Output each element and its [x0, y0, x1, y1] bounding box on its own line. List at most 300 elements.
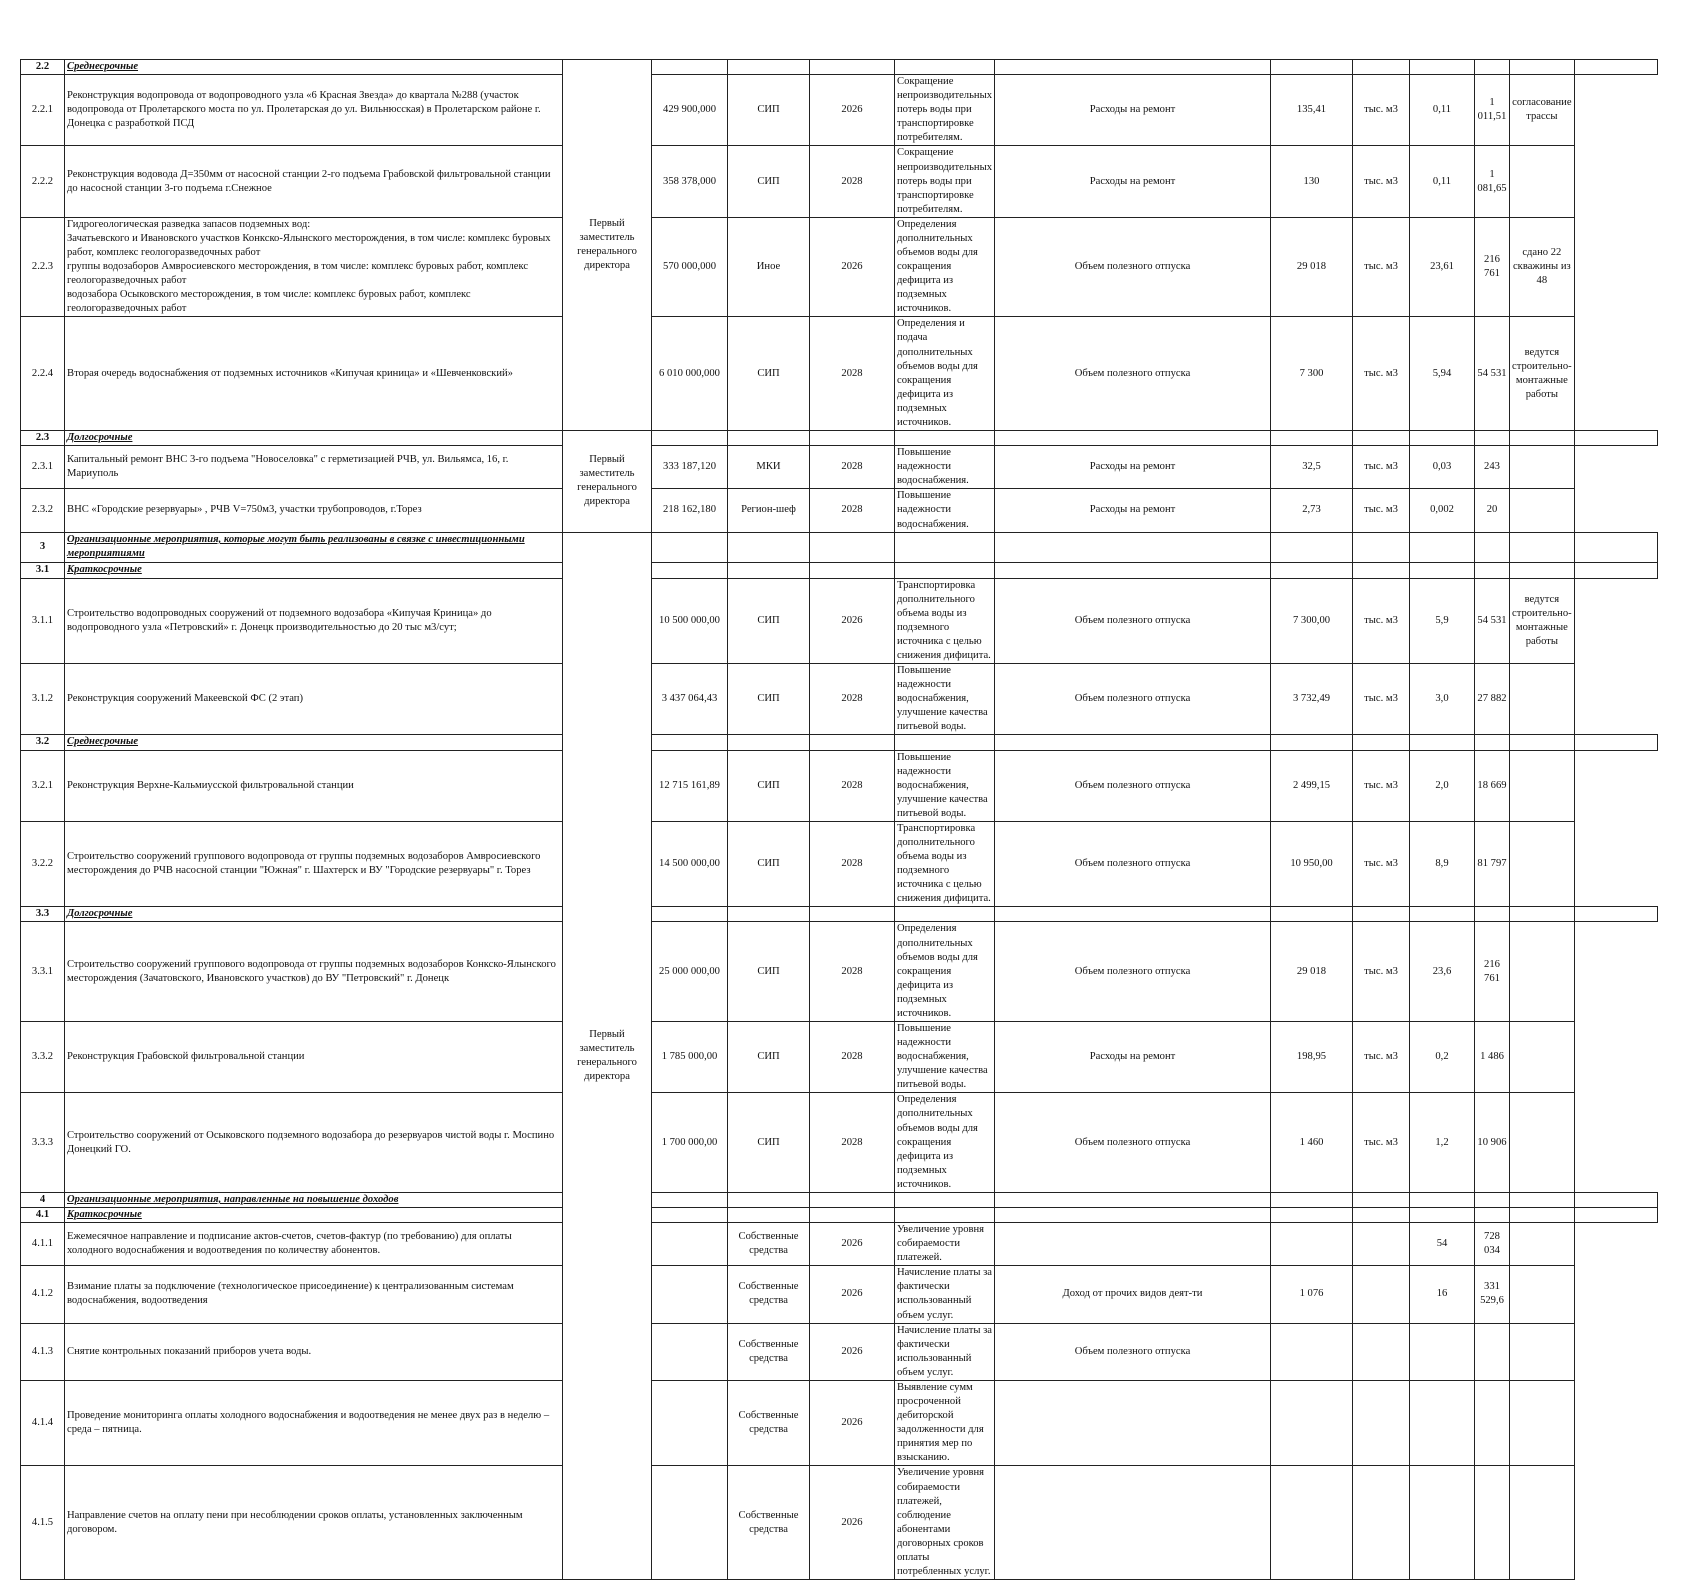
empty-cell: [1410, 735, 1475, 750]
empty-cell: [1271, 562, 1353, 578]
note-value: [1510, 821, 1575, 906]
empty-cell: [1574, 60, 1657, 75]
empty-cell: [1410, 907, 1475, 922]
unit-value: тыс. м3: [1353, 75, 1410, 146]
empty-cell: [995, 431, 1271, 446]
table-row: [21, 217, 1658, 317]
measure-name: Взимание платы за подключение (технологическое присоединение) к централизованным системам водоснабжения, водоотведения: [65, 1266, 563, 1323]
empty-cell: [1574, 1208, 1657, 1223]
share-value: [1410, 1323, 1475, 1380]
expected-effect: Повышение надежности водоснабжения, улучшение качества питьевой воды.: [895, 664, 995, 735]
section-row: [21, 1208, 1658, 1223]
row-number: 2.3.2: [21, 489, 65, 532]
indicator-value: 198,95: [1271, 1022, 1353, 1093]
indicator-name: Объем полезного отпуска: [995, 922, 1271, 1022]
measure-name: Реконструкция Грабовской фильтровальной станции: [65, 1022, 563, 1093]
cost-value: [652, 1266, 728, 1323]
year-value: 2028: [810, 489, 895, 532]
row-number: 3.2.1: [21, 750, 65, 821]
indicator-value: 135,41: [1271, 75, 1353, 146]
indicator-name: Расходы на ремонт: [995, 1022, 1271, 1093]
empty-cell: [1574, 907, 1657, 922]
unit-value: тыс. м3: [1353, 217, 1410, 317]
year-value: 2028: [810, 317, 895, 431]
year-value: 2028: [810, 750, 895, 821]
empty-cell: [810, 532, 895, 562]
year-value: 2028: [810, 1022, 895, 1093]
empty-cell: [652, 735, 728, 750]
empty-cell: [1510, 532, 1575, 562]
cost-value: 25 000 000,00: [652, 922, 728, 1022]
responsible-person: Первый заместитель генерального директора: [563, 431, 652, 533]
expected-effect: Увеличение уровня собираемости платежей, соблюдение абонентами договорных сроков оплаты потребленных услуг.: [895, 1466, 995, 1580]
measure-name: Реконструкция водовода Д=350мм от насосной станции 2-го подъема Грабовской фильтровальной станции до насосной станции 3-го подъема г.Снежное: [65, 146, 563, 217]
indicator-value: [1271, 1223, 1353, 1266]
total-value: 54 531: [1475, 578, 1510, 663]
empty-cell: [895, 1208, 995, 1223]
empty-cell: [1475, 735, 1510, 750]
indicator-name: Объем полезного отпуска: [995, 217, 1271, 317]
indicator-value: 1 076: [1271, 1266, 1353, 1323]
note-value: [1510, 922, 1575, 1022]
note-value: [1510, 146, 1575, 217]
section-title: Организационные мероприятия, которые могут быть реализованы в связке с инвестиционными мероприятиями: [65, 532, 563, 562]
funding-source: Регион-шеф: [728, 489, 810, 532]
empty-cell: [895, 907, 995, 922]
measure-name: Проведение мониторинга оплаты холодного водоснабжения и водоотведения не менее двух раз в неделю –среда – пятница.: [65, 1380, 563, 1465]
table-row: [21, 1323, 1658, 1380]
section-title: Среднесрочные: [65, 735, 563, 750]
unit-value: тыс. м3: [1353, 1093, 1410, 1193]
table-row: [21, 146, 1658, 217]
empty-cell: [1353, 532, 1410, 562]
total-value: 728 034: [1475, 1223, 1510, 1266]
empty-cell: [1271, 735, 1353, 750]
year-value: 2026: [810, 1466, 895, 1580]
funding-source: СИП: [728, 922, 810, 1022]
section-row: [21, 532, 1658, 562]
total-value: 20: [1475, 489, 1510, 532]
row-number: 4.1.4: [21, 1380, 65, 1465]
indicator-value: 29 018: [1271, 922, 1353, 1022]
share-value: 23,6: [1410, 922, 1475, 1022]
table-row: [21, 578, 1658, 663]
year-value: 2026: [810, 578, 895, 663]
total-value: [1475, 1466, 1510, 1580]
indicator-value: [1271, 1466, 1353, 1580]
row-number: 3.3.2: [21, 1022, 65, 1093]
measure-name: Гидрогеологическая разведка запасов подземных вод: Зачатьевского и Ивановского участков Конкско-Ялынского месторождения, в том числе: комплекс буровых работ, комплекс геологоразведочных работ группы водозаборов Амвросиевского месторождения, в том числе: комплекс буровых работ, комплекс геологоразведочных работ водозабора Осыковского месторождения, в том числе: комплекс буровых работ, комплекс геологоразведочных работ: [65, 217, 563, 317]
row-number: 3.1: [21, 562, 65, 578]
total-value: 216 761: [1475, 217, 1510, 317]
note-value: [1510, 1380, 1575, 1465]
empty-cell: [895, 431, 995, 446]
unit-value: [1353, 1223, 1410, 1266]
unit-value: тыс. м3: [1353, 317, 1410, 431]
row-number: 4.1.1: [21, 1223, 65, 1266]
share-value: 2,0: [1410, 750, 1475, 821]
empty-cell: [1475, 1208, 1510, 1223]
table-row: [21, 1380, 1658, 1465]
total-value: 216 761: [1475, 922, 1510, 1022]
share-value: 23,61: [1410, 217, 1475, 317]
empty-cell: [1510, 60, 1575, 75]
table-row: [21, 1093, 1658, 1193]
empty-cell: [1410, 562, 1475, 578]
cost-value: 14 500 000,00: [652, 821, 728, 906]
empty-cell: [810, 907, 895, 922]
note-value: [1510, 750, 1575, 821]
indicator-name: [995, 1466, 1271, 1580]
table-row: [21, 821, 1658, 906]
note-value: [1510, 1323, 1575, 1380]
share-value: 0,03: [1410, 446, 1475, 489]
indicator-value: [1271, 1323, 1353, 1380]
total-value: [1475, 1323, 1510, 1380]
share-value: 0,11: [1410, 75, 1475, 146]
section-row: [21, 735, 1658, 750]
funding-source: МКИ: [728, 446, 810, 489]
total-value: 18 669: [1475, 750, 1510, 821]
year-value: 2026: [810, 1380, 895, 1465]
unit-value: тыс. м3: [1353, 446, 1410, 489]
empty-cell: [1353, 1208, 1410, 1223]
expected-effect: Начисление платы за фактически использованный объем услуг.: [895, 1266, 995, 1323]
empty-cell: [810, 60, 895, 75]
empty-cell: [1410, 431, 1475, 446]
funding-source: СИП: [728, 664, 810, 735]
row-number: 3.3: [21, 907, 65, 922]
empty-cell: [1271, 60, 1353, 75]
row-number: 3.1.2: [21, 664, 65, 735]
total-value: 1 011,51: [1475, 75, 1510, 146]
empty-cell: [728, 735, 810, 750]
table-row: [21, 1223, 1658, 1266]
table-row: [21, 75, 1658, 146]
empty-cell: [995, 60, 1271, 75]
section-row: [21, 562, 1658, 578]
empty-cell: [728, 562, 810, 578]
indicator-name: Объем полезного отпуска: [995, 578, 1271, 663]
unit-value: тыс. м3: [1353, 578, 1410, 663]
table-row: [21, 446, 1658, 489]
empty-cell: [652, 532, 728, 562]
empty-cell: [1510, 907, 1575, 922]
year-value: 2028: [810, 146, 895, 217]
indicator-name: Доход от прочих видов деят-ти: [995, 1266, 1271, 1323]
unit-value: тыс. м3: [1353, 922, 1410, 1022]
empty-cell: [1574, 431, 1657, 446]
measure-name: ВНС «Городские резервуары» , РЧВ V=750м3, участки трубопроводов, г.Торез: [65, 489, 563, 532]
empty-cell: [1410, 60, 1475, 75]
measure-name: Строительство сооружений группового водопровода от группы подземных водозаборов Конкско-Ялынского месторождения (Зачатовского, Ивановского участков) до ВУ "Петровский" г. Донецк: [65, 922, 563, 1022]
cost-value: 12 715 161,89: [652, 750, 728, 821]
empty-cell: [652, 60, 728, 75]
indicator-value: 7 300,00: [1271, 578, 1353, 663]
empty-cell: [995, 562, 1271, 578]
expected-effect: Сокращение непроизводительных потерь воды при транспортировке потребителям.: [895, 146, 995, 217]
empty-cell: [1353, 60, 1410, 75]
empty-cell: [810, 1208, 895, 1223]
empty-cell: [728, 1208, 810, 1223]
note-value: [1510, 1266, 1575, 1323]
indicator-value: 10 950,00: [1271, 821, 1353, 906]
share-value: 5,9: [1410, 578, 1475, 663]
measure-name: Ежемесячное направление и подписание актов-счетов, счетов-фактур (по требованию) для оплаты холодного водоснабжения и водоотведения по количеству абонентов.: [65, 1223, 563, 1266]
year-value: 2028: [810, 1093, 895, 1193]
measure-name: Реконструкция водопровода от водопроводного узла «6 Красная Звезда» до квартала №288 (участок водопровода от Пролетарского моста по ул. Пролетарская до ул. Вильнюсская) в Пролетарском районе г. Донецка с разработкой ПСД: [65, 75, 563, 146]
indicator-value: 3 732,49: [1271, 664, 1353, 735]
funding-source: Собственные средства: [728, 1266, 810, 1323]
row-number: 4.1.5: [21, 1466, 65, 1580]
funding-source: Собственные средства: [728, 1223, 810, 1266]
cost-value: 358 378,000: [652, 146, 728, 217]
share-value: 3,0: [1410, 664, 1475, 735]
cost-value: [652, 1223, 728, 1266]
share-value: [1410, 1380, 1475, 1465]
year-value: 2028: [810, 922, 895, 1022]
empty-cell: [1410, 532, 1475, 562]
indicator-name: [995, 1380, 1271, 1465]
cost-value: 570 000,000: [652, 217, 728, 317]
unit-value: тыс. м3: [1353, 489, 1410, 532]
section-title: Долгосрочные: [65, 907, 563, 922]
section-row: [21, 60, 1658, 75]
measure-name: Строительство водопроводных сооружений от подземного водозабора «Кипучая Криница» до водопроводного узла «Петровский» г. Донецк производительностью до 20 тыс м3/сут;: [65, 578, 563, 663]
total-value: 331 529,6: [1475, 1266, 1510, 1323]
section-row: [21, 431, 1658, 446]
empty-cell: [1271, 1208, 1353, 1223]
indicator-name: Объем полезного отпуска: [995, 1093, 1271, 1193]
empty-cell: [810, 735, 895, 750]
empty-cell: [1510, 735, 1575, 750]
year-value: 2026: [810, 217, 895, 317]
row-number: 2.2.2: [21, 146, 65, 217]
unit-value: тыс. м3: [1353, 821, 1410, 906]
row-number: 3: [21, 532, 65, 562]
measure-name: Строительство сооружений от Осыковского подземного водозабора до резервуаров чистой воды г. Моспино Донецкий ГО.: [65, 1093, 563, 1193]
table-row: [21, 750, 1658, 821]
unit-value: [1353, 1380, 1410, 1465]
year-value: 2028: [810, 821, 895, 906]
funding-source: СИП: [728, 75, 810, 146]
measure-name: Вторая очередь водоснабжения от подземных источников «Кипучая криница» и «Шевченковский»: [65, 317, 563, 431]
cost-value: 1 700 000,00: [652, 1093, 728, 1193]
unit-value: тыс. м3: [1353, 146, 1410, 217]
total-value: 243: [1475, 446, 1510, 489]
row-number: 3.2: [21, 735, 65, 750]
indicator-name: Объем полезного отпуска: [995, 750, 1271, 821]
expected-effect: Сокращение непроизводительных потерь воды при транспортировке потребителям.: [895, 75, 995, 146]
funding-source: СИП: [728, 578, 810, 663]
empty-cell: [1510, 1208, 1575, 1223]
expected-effect: Повышение надежности водоснабжения, улучшение качества питьевой воды.: [895, 1022, 995, 1093]
cost-value: [652, 1323, 728, 1380]
indicator-value: 130: [1271, 146, 1353, 217]
empty-cell: [995, 1208, 1271, 1223]
empty-cell: [652, 907, 728, 922]
cost-value: 6 010 000,000: [652, 317, 728, 431]
indicator-name: Расходы на ремонт: [995, 146, 1271, 217]
expected-effect: Выявление сумм просроченной дебиторской задолженности для принятия мер по взысканию.: [895, 1380, 995, 1465]
empty-cell: [1353, 431, 1410, 446]
empty-cell: [810, 562, 895, 578]
funding-source: СИП: [728, 146, 810, 217]
unit-value: [1353, 1266, 1410, 1323]
section-row: [21, 907, 1658, 922]
indicator-name: Расходы на ремонт: [995, 75, 1271, 146]
row-number: 2.2.4: [21, 317, 65, 431]
empty-cell: [652, 562, 728, 578]
share-value: 8,9: [1410, 821, 1475, 906]
empty-cell: [1574, 532, 1657, 562]
responsible-person: Первый заместитель генерального директора: [563, 60, 652, 431]
expected-effect: Увеличение уровня собираемости платежей.: [895, 1223, 995, 1266]
funding-source: Собственные средства: [728, 1380, 810, 1465]
funding-source: Собственные средства: [728, 1323, 810, 1380]
responsible-person: Первый заместитель генерального директора: [563, 532, 652, 1579]
empty-cell: [995, 907, 1271, 922]
empty-cell: [1353, 562, 1410, 578]
note-value: согласование трассы: [1510, 75, 1575, 146]
note-value: [1510, 1093, 1575, 1193]
expected-effect: Определения дополнительных объемов воды для сокращения дефицита из подземных источников.: [895, 922, 995, 1022]
funding-source: Собственные средства: [728, 1466, 810, 1580]
empty-cell: [1475, 60, 1510, 75]
indicator-name: Расходы на ремонт: [995, 489, 1271, 532]
total-value: [1475, 1380, 1510, 1465]
empty-cell: [895, 735, 995, 750]
empty-cell: [652, 431, 728, 446]
measure-name: Направление счетов на оплату пени при несоблюдении сроков оплаты, установленных заключенным договором.: [65, 1466, 563, 1580]
empty-cell: [728, 431, 810, 446]
total-value: 1 081,65: [1475, 146, 1510, 217]
share-value: [1410, 1466, 1475, 1580]
total-value: 81 797: [1475, 821, 1510, 906]
cost-value: [652, 1380, 728, 1465]
empty-cell: [1510, 431, 1575, 446]
cost-value: [652, 1466, 728, 1580]
empty-cell: [810, 431, 895, 446]
empty-cell: [1353, 735, 1410, 750]
indicator-value: [1271, 1380, 1353, 1465]
note-value: [1510, 489, 1575, 532]
share-value: 1,2: [1410, 1093, 1475, 1193]
section-title: Долгосрочные: [65, 431, 563, 446]
row-number: 4.1.3: [21, 1323, 65, 1380]
empty-cell: [895, 562, 995, 578]
table-row: [21, 664, 1658, 735]
empty-cell: [1353, 907, 1410, 922]
empty-cell: [895, 60, 995, 75]
total-value: 1 486: [1475, 1022, 1510, 1093]
expected-effect: Повышение надежности водоснабжения, улучшение качества питьевой воды.: [895, 750, 995, 821]
expected-effect: Начисление платы за фактически использованный объем услуг.: [895, 1323, 995, 1380]
table-row: [21, 1022, 1658, 1093]
empty-cell: [995, 532, 1271, 562]
year-value: 2026: [810, 75, 895, 146]
empty-cell: [652, 1208, 728, 1223]
empty-cell: [1410, 1208, 1475, 1223]
note-value: ведутся строительно-монтажные работы: [1510, 317, 1575, 431]
table-row: [21, 489, 1658, 532]
funding-source: СИП: [728, 1093, 810, 1193]
empty-cell: [1475, 562, 1510, 578]
row-number: 4.1: [21, 1208, 65, 1223]
measure-name: Снятие контрольных показаний приборов учета воды.: [65, 1323, 563, 1380]
row-number: 2.2: [21, 60, 65, 75]
unit-value: тыс. м3: [1353, 1022, 1410, 1093]
expected-effect: Транспортировка дополнительного объема воды из подземного источника с целью снижения дифицита.: [895, 578, 995, 663]
empty-cell: [1271, 532, 1353, 562]
indicator-name: Расходы на ремонт: [995, 446, 1271, 489]
year-value: 2028: [810, 446, 895, 489]
empty-cell: [1475, 907, 1510, 922]
empty-cell: [1271, 907, 1353, 922]
indicator-name: Объем полезного отпуска: [995, 664, 1271, 735]
cost-value: 10 500 000,00: [652, 578, 728, 663]
section-title: Среднесрочные: [65, 60, 563, 75]
row-number: 3.3.3: [21, 1093, 65, 1193]
empty-cell: [995, 735, 1271, 750]
section-title: Организационные мероприятия, направленные на повышение доходов: [65, 1192, 563, 1207]
funding-source: Иное: [728, 217, 810, 317]
funding-source: СИП: [728, 750, 810, 821]
unit-value: [1353, 1323, 1410, 1380]
note-value: [1510, 1022, 1575, 1093]
table-row: [21, 317, 1658, 431]
measure-name: Строительство сооружений группового водопровода от группы подземных водозаборов Амвросиевского месторождения до РЧВ насосной станции "Южная" г. Шахтерск и ВУ "Городские резервуары" г. Торез: [65, 821, 563, 906]
row-number: 3.1.1: [21, 578, 65, 663]
indicator-name: Объем полезного отпуска: [995, 1323, 1271, 1380]
share-value: 0,11: [1410, 146, 1475, 217]
table-row: [21, 922, 1658, 1022]
empty-cell: [728, 60, 810, 75]
note-value: ведутся строительно-монтажные работы: [1510, 578, 1575, 663]
measure-name: Капитальный ремонт ВНС 3-го подъема "Новоселовка" с герметизацией РЧВ, ул. Вильямса, 16, г. Мариуполь: [65, 446, 563, 489]
total-value: 54 531: [1475, 317, 1510, 431]
unit-value: тыс. м3: [1353, 664, 1410, 735]
indicator-value: 29 018: [1271, 217, 1353, 317]
cost-value: 429 900,000: [652, 75, 728, 146]
share-value: 0,002: [1410, 489, 1475, 532]
row-number: 2.2.3: [21, 217, 65, 317]
year-value: 2026: [810, 1266, 895, 1323]
indicator-value: 7 300: [1271, 317, 1353, 431]
expected-effect: Транспортировка дополнительного объема воды из подземного источника с целью снижения дифицита.: [895, 821, 995, 906]
expected-effect: Повышение надежности водоснабжения.: [895, 446, 995, 489]
empty-cell: [895, 532, 995, 562]
note-value: [1510, 1223, 1575, 1266]
share-value: 0,2: [1410, 1022, 1475, 1093]
row-number: 2.2.1: [21, 75, 65, 146]
empty-cell: [728, 532, 810, 562]
empty-cell: [1271, 431, 1353, 446]
note-value: сдано 22 скважины из 48: [1510, 217, 1575, 317]
empty-cell: [1574, 562, 1657, 578]
indicator-name: Объем полезного отпуска: [995, 821, 1271, 906]
table-row: [21, 1466, 1658, 1580]
expected-effect: Определения дополнительных объемов воды для сокращения дефицита из подземных источников.: [895, 217, 995, 317]
total-value: 10 906: [1475, 1093, 1510, 1193]
funding-source: СИП: [728, 1022, 810, 1093]
indicator-value: 2 499,15: [1271, 750, 1353, 821]
note-value: [1510, 1466, 1575, 1580]
table-row: [21, 1266, 1658, 1323]
share-value: 16: [1410, 1266, 1475, 1323]
cost-value: 1 785 000,00: [652, 1022, 728, 1093]
row-number: 4: [21, 1192, 65, 1207]
